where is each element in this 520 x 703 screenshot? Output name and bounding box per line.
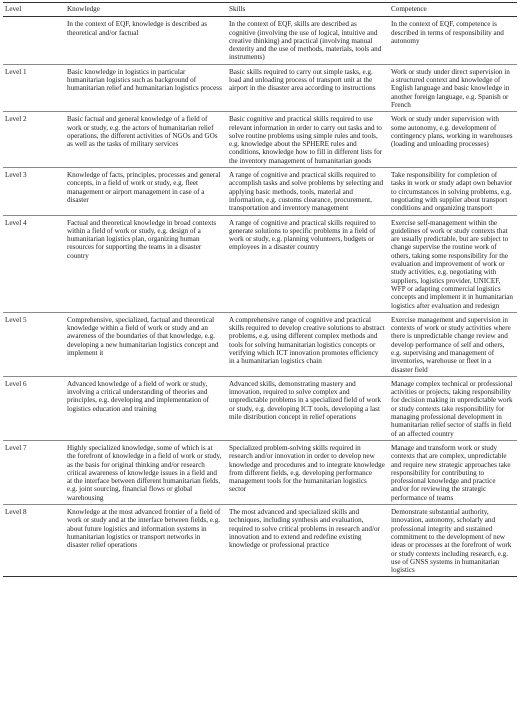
competence-cell: Manage and transform work or study contexts that are complex, unpredictable and require new strategic approaches take responsibility for contributing to professional knowledge and practice and/or for reviewing the strategic performance of teams (389, 440, 517, 504)
level-cell: Level 7 (3, 440, 65, 504)
competence-cell: Take responsibility for completion of tasks in work or study adapt own behavior to circumstances in solving problems, e.g. negotiating with supplier about transport conditions and organizing transport (389, 168, 517, 215)
competence-cell: Demonstrate substantial authority, innovation, autonomy, scholarly and professional integrity and sustained commitment to the development of new ideas or processes at the forefront of work or study contexts including research, e.g. use of GNSS systems in humanitarian logistics (389, 505, 517, 577)
header-level: Level (3, 3, 65, 17)
table-row (3, 215, 517, 312)
skills-cell: A range of cognitive and practical skills required to generate solutions to specific problems in a field of work or study, e.g. planning volunteers, budgets or employees in a disaster country (227, 215, 389, 312)
knowledge-cell: Comprehensive, specialized, factual and theoretical knowledge within a field of work or study and an awareness of the boundaries of that knowledge, e.g. developing a new humanitarian logistics concept and implement it (65, 312, 227, 376)
skills-cell: Specialized problem-solving skills required in research and/or innovation in order to develop new knowledge and procedures and to integrate knowledge from different fields, e.g. developing performance management tools for the humanitarian logistics sector (227, 440, 389, 504)
competence-cell: Work or study under supervision with some autonomy, e.g. development of contingency plans, working in warehouses (loading and unloading processes) (389, 112, 517, 168)
skills-cell: Advanced skills, demonstrating mastery and innovation, required to solve complex and unpredictable problems in a specialized field of work or study, e.g. developing ICT tools, developing a last mile distribution concept in relief operations (227, 376, 389, 440)
table-row (3, 17, 517, 64)
knowledge-cell: In the context of EQF, knowledge is described as theoretical and/or factual (65, 17, 227, 64)
table-header-row (3, 3, 517, 17)
level-cell: Level 8 (3, 505, 65, 577)
knowledge-cell: Knowledge at the most advanced frontier of a field of work or study and at the interface between fields, e.g. about future logistics and information systems in humanitarian logistics or transport networks in disaster relief operations (65, 505, 227, 577)
table-row (3, 168, 517, 215)
header-skills: Skills (227, 3, 389, 17)
table-row (3, 64, 517, 111)
level-cell: Level 6 (3, 376, 65, 440)
table-row (3, 505, 517, 577)
competence-cell: Exercise self-management within the guidelines of work or study contexts that are usually predictable, but are subject to change supervise the routine work of others, taking some responsibility for the evaluation and improvement of work or study activities, e.g. negotiating with suppliers, logistics provider, UNICEF, WFP or adapting commercial logistics concepts and implement it in humanitarian logistics after evaluation and redesign (389, 215, 517, 312)
knowledge-cell: Highly specialized knowledge, some of which is at the forefront of knowledge in a field of work or study, as the basis for original thinking and/or research critical awareness of knowledge issues in a field and at the interface between different humanitarian fields, e.g. joint sourcing, financial flows or global warehousing (65, 440, 227, 504)
skills-cell: The most advanced and specialized skills and techniques, including synthesis and evaluation, required to solve critical problems in research and/or innovation and to extend and redefine existing knowledge or professional practice (227, 505, 389, 577)
table-row (3, 440, 517, 504)
skills-cell: Basic cognitive and practical skills required to use relevant information in order to carry out tasks and to solve routine problems using simple rules and tools, e.g. knowledge about the SPHERE rules and conditions, knowledge how to fill in different lists for the inventory management of humanitarian goods (227, 112, 389, 168)
level-cell: Level 3 (3, 168, 65, 215)
knowledge-cell: Basic factual and general knowledge of a field of work or study, e.g. the actors of humanitarian relief operations, the different activities of NGOs and GOs as well as the tasks of military services (65, 112, 227, 168)
skills-cell: Basic skills required to carry out simple tasks, e.g. load and unloading process of transport unit at the airport in the disaster area according to instructions (227, 64, 389, 111)
knowledge-cell: Knowledge of facts, principles, processes and general concepts, in a field of work or study, e.g. fleet management or airport management in case of a disaster (65, 168, 227, 215)
table-row (3, 312, 517, 376)
level-cell: Level 1 (3, 64, 65, 111)
level-cell: Level 4 (3, 215, 65, 312)
table-row (3, 112, 517, 168)
level-cell: Level 2 (3, 112, 65, 168)
knowledge-cell: Advanced knowledge of a field of work or study, involving a critical understanding of theories and principles, e.g. developing and implementation of logistics education and training (65, 376, 227, 440)
header-competence: Competence (389, 3, 517, 17)
competence-cell: In the context of EQF, competence is described in terms of responsibility and autonomy (389, 17, 517, 64)
competence-cell: Exercise management and supervision in contexts of work or study activities where there is unpredictable change review and develop performance of self and others, e.g. supervising and management of inventories, warehouse or fleet in a disaster field (389, 312, 517, 376)
table-row (3, 376, 517, 440)
skills-cell: In the context of EQF, skills are described as cognitive (involving the use of logical, intuitive and creative thinking) and practical (involving manual dexterity and the use of methods, materials, tools and instruments) (227, 17, 389, 64)
level-cell (3, 17, 65, 64)
skills-cell: A comprehensive range of cognitive and practical skills required to develop creative solutions to abstract problems, e.g. using different complex methods and tools for solving humanitarian logistics concepts or verifying which ICT innovation promotes efficiency in a humanitarian logistics chain (227, 312, 389, 376)
header-knowledge: Knowledge (65, 3, 227, 17)
level-cell: Level 5 (3, 312, 65, 376)
skills-cell: A range of cognitive and practical skills required to accomplish tasks and solve problems by selecting and applying basic methods, tools, material and information, e.g. customs clearance, procurement, transportation and inventory management (227, 168, 389, 215)
competence-cell: Manage complex technical or professional activities or projects, taking responsibility for decision making in unpredictable work or study contexts take responsibility for managing professional development in humanitarian relief sector of staffs in field of an affected country (389, 376, 517, 440)
eqf-levels-table (3, 2, 517, 577)
competence-cell: Work or study under direct supervision in a structured context and knowledge of English language and basic knowledge in another foreign language, e.g. Spanish or French (389, 64, 517, 111)
knowledge-cell: Basic knowledge in logistics in particular humanitarian logistics such as background of humanitarian relief and humanitarian logistics process (65, 64, 227, 111)
knowledge-cell: Factual and theoretical knowledge in broad contexts within a field of work or study, e.g. design of a humanitarian logistics plan, organizing human resources for supporting the teams in a disaster country (65, 215, 227, 312)
